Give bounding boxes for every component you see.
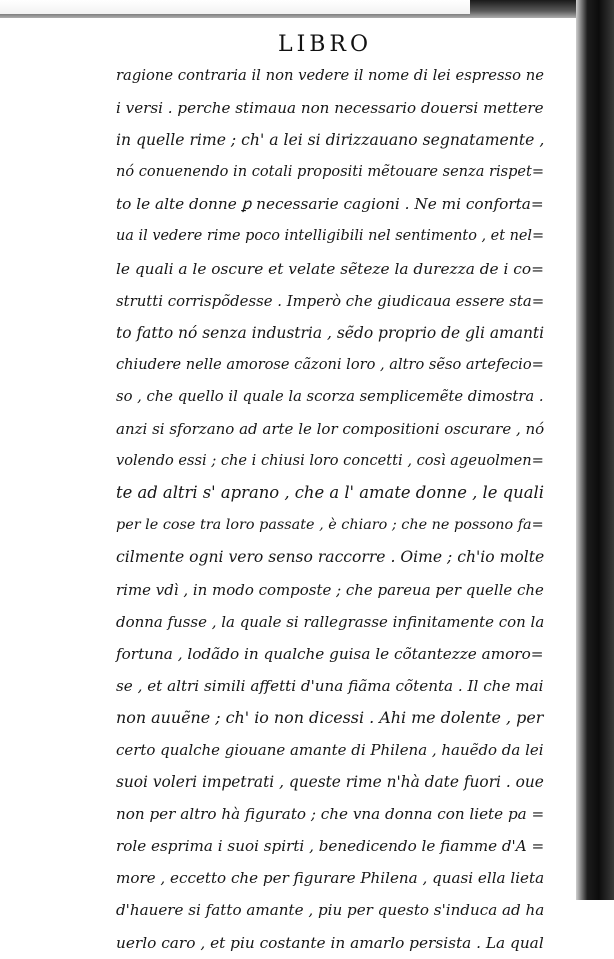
- text-line: fortuna , lodãdo in qualche guisa le cõtantezze amoro=: [116, 644, 544, 663]
- text-line: in quelle rime ; ch' a lei si dirizzauano segnatamente ,: [116, 131, 545, 150]
- text-line: donna fusse , la quale si rallegrasse infinitamente con la: [116, 612, 545, 631]
- text-line: to fatto nó senza industria , sẽdo proprio de gli amanti: [116, 323, 545, 342]
- text-line: te ad altri s' aprano , che a l' amate donne , le quali: [116, 483, 544, 503]
- text-line: se , et altri simili affetti d'una fiãma cõtenta . Il che mai: [116, 676, 544, 695]
- text-line: anzi si sforzano ad arte le lor compositioni oscurare , nó: [116, 420, 545, 439]
- text-line: non per altro hà figurato ; che vna donna con liete pa =: [116, 805, 545, 824]
- text-line: per le cose tra loro passate , è chiaro ; che ne possono fa=: [116, 517, 544, 534]
- text-line: so , che quello il quale la scorza semplicemẽte dimostra .: [116, 387, 544, 405]
- text-line: rime vdì , in modo composte ; che pareua per quelle che: [116, 580, 544, 599]
- text-line: cilmente ogni vero senso raccorre . Oime ; ch'io molte: [116, 548, 545, 567]
- text-line: chiudere nelle amorose cãzoni loro , altro sẽso artefecio=: [116, 355, 544, 373]
- text-line: ua il vedere rime poco intelligibili nel sentimento , et nel=: [116, 228, 545, 245]
- text-line: uerlo caro , et piu costante in amarlo persista . La qual: [116, 933, 544, 952]
- text-body: [116, 60, 544, 959]
- running-head: LIBRO: [277, 32, 373, 57]
- text-line: ragione contraria il non vedere il nome di lei espresso ne: [116, 67, 544, 84]
- text-line: role esprima i suoi spirti , benedicendo le fiamme d'A =: [116, 837, 545, 856]
- text-line: suoi voleri impetrati , queste rime n'hà date fuori . oue: [116, 773, 544, 792]
- text-line: nó conuenendo in cotali propositi mẽtouare senza rispet=: [116, 163, 545, 181]
- text-line: le quali a le oscure et velate sẽteze la durezza de i co=: [116, 259, 544, 278]
- text-line: volendo essi ; che i chiusi loro concetti , così ageuolmen=: [116, 452, 544, 470]
- scan-right-edge: [576, 0, 614, 900]
- text-line: to le alte donne ꝑ necessarie cagioni . Ne mi conforta=: [116, 195, 544, 214]
- text-line: non auuẽne ; ch' io non dicessi . Ahi me dolente , per: [116, 707, 544, 727]
- text-line: i versi . perche stimaua non necessario douersi mettere: [116, 99, 544, 118]
- text-line: certo qualche giouane amante di Philena , hauẽdo da lei: [116, 740, 544, 759]
- text-line: strutti corrispõdesse . Imperò che giudicaua essere sta=: [116, 291, 545, 310]
- scan-top-paper-edge: [0, 0, 470, 14]
- text-line: more , eccetto che per figurare Philena , quasi ella lieta: [116, 869, 545, 888]
- text-line: d'hauere si fatto amante , piu per questo s'induca ad ha: [116, 901, 545, 920]
